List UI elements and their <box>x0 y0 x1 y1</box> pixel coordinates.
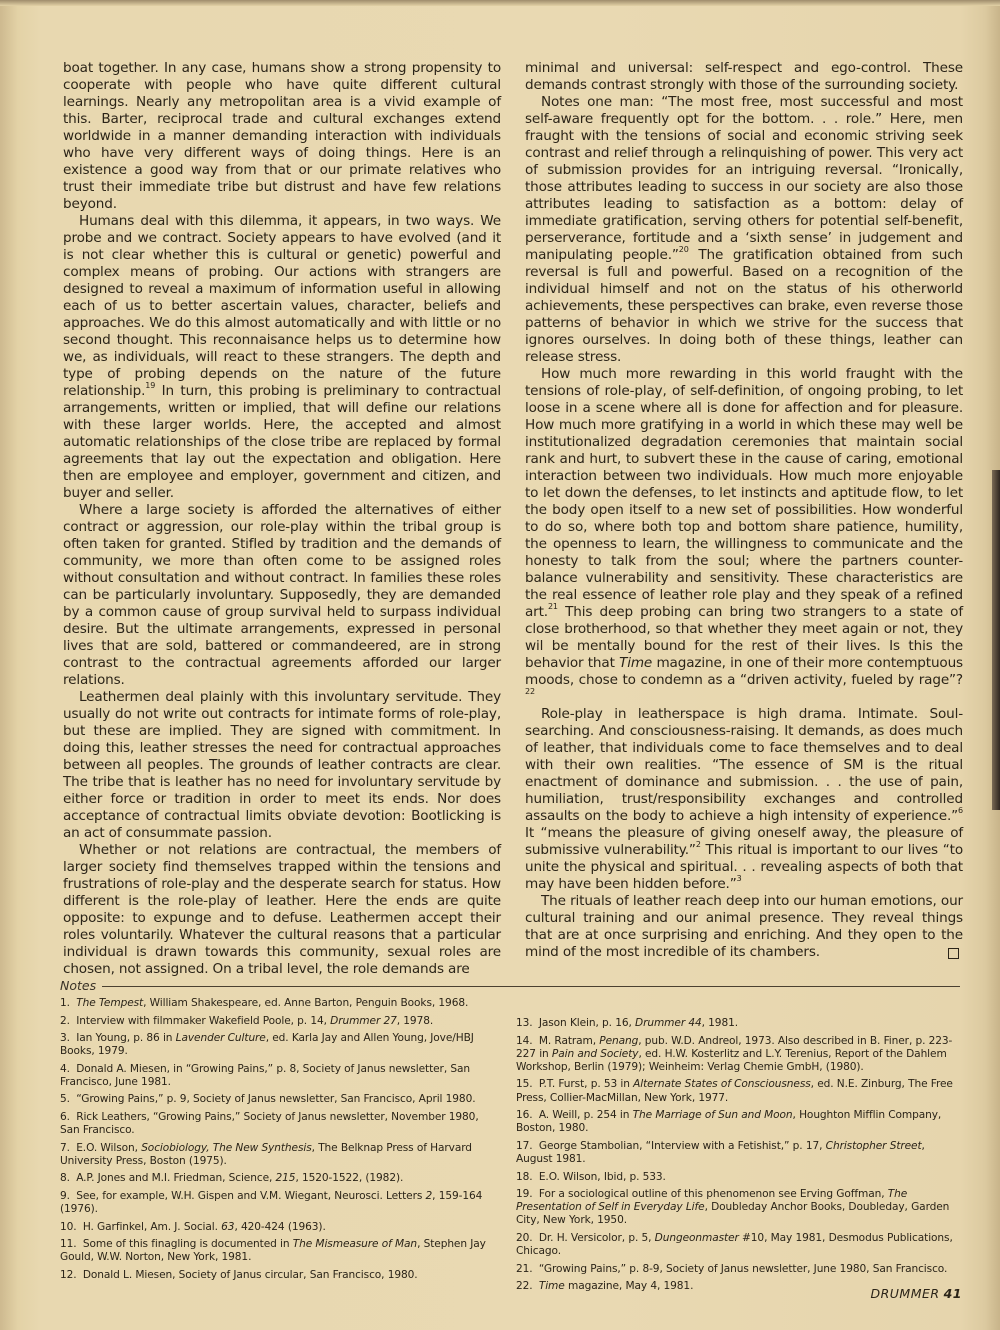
footnote-ref: 19 <box>145 381 156 390</box>
footnote: 4. Donald A. Miesen, in “Growing Pains,” p. 8, Society of Janus newsletter, San Francisco, June 1981. <box>60 1062 470 1088</box>
footnote: 3. Ian Young, p. 86 in Lavender Culture, ed. Karla Jay and Allen Young, Jove/HBJ Books, 1979. <box>60 1032 474 1058</box>
footnote: 18. E.O. Wilson, Ibid, p. 533. <box>516 1170 666 1183</box>
page-binding-shadow <box>992 470 1000 810</box>
footnote-ref: 3 <box>736 874 742 883</box>
paragraph: How much more rewarding in this world fraught with the tensions of role-play, of self-definition, of ongoing probing, to let loose in a scene where all is done for affection and for pleasure. How much more gratifying in a world in which these may well be institutionalized degradation ceremonies that maintain social rank and hurt, to subvert these in the cause of caring, emotional interaction between two individuals. How much more enjoyable to let down the defenses, to let instincts and aptitude flow, to let the body open itself to a new set of possibilities. How wonderful to do so, where both top and bottom share patience, humility, the openness to learn, the willingness to communicate and the honesty to talk from the soul; where the partners counter-balance vulnerability and sensitivity. These characteristics are the real essence of leather role play and they speak of a refined art.$^{21}$ This deep probing can bring two strangers to a state of close brotherhood, so that whether they meet again or not, they wil be mentally bound for the rest of their lives. Is this the behavior that Time magazine, in one of their more contemptuous moods, chose to condemn as a “driven activity, fueled by rage”?$^{22}$ <box>525 366 963 696</box>
footnote: 7. E.O. Wilson, Sociobiology, The New Synthesis, The Belknap Press of Harvard University Press, Boston (1975). <box>60 1141 472 1167</box>
footnote: 11. Some of this finagling is documented in The Mismeasure of Man, Stephen Jay Gould, W.W. Norton, New York, 1981. <box>60 1238 486 1264</box>
footnote-ref: 20 <box>678 245 689 254</box>
footnote: 6. Rick Leathers, “Growing Pains,” Society of Janus newsletter, November 1980, San Francisco. <box>60 1110 479 1137</box>
paragraph: boat together. In any case, humans show a strong propensity to cooperate with people who have quite different cultural learnings. Nearly any metropolitan area is a vivid example of this. Barter, reciprocal trade and cultural exchanges extend worldwide in a manner demanding interaction with individuals who have very different ways of doing things. Here is an existence a good way from that or our primate relatives who trust their immediate tribe but distrust and have few relations beyond. <box>63 60 501 212</box>
footnote-ref: 21 <box>547 602 558 611</box>
notes-heading: Notes <box>60 978 960 993</box>
footnote: 9. See, for example, W.H. Gispen and V.M. Wiegant, Neurosci. Letters 2, 159-164 (1976). <box>60 1189 483 1216</box>
footnote: 8. A.P. Jones and M.I. Friedman, Science, 215, 1520-1522, (1982). <box>60 1172 404 1185</box>
footnote: 1. The Tempest, William Shakespeare, ed. Anne Barton, Penguin Books, 1968. <box>60 997 469 1009</box>
paragraph: Whether or not relations are contractual, the members of larger society find themselves trapped within the tensions and frustrations of role-play and the desperate search for status. How different is the role-play of leather. Here the ends are quite opposite: to expunge and to defuse. Leathermen accept their roles voluntarily. Whatever the cultural reasons that a particular individual is drawn towards this community, sexual roles are chosen, not assigned. On a tribal level, the role demands are <box>63 842 501 977</box>
article-column-left <box>63 60 501 978</box>
footnote: 13. Jason Klein, p. 16, Drummer 44, 1981. <box>516 1017 738 1029</box>
paragraph: minimal and universal: self-respect and ego-control. These demands contrast strongly with those of the surrounding society. <box>525 60 963 93</box>
footnote: 5. “Growing Pains,” p. 9, Society of Janus newsletter, San Francisco, April 1980. <box>60 1093 476 1106</box>
footnote: 20. Dr. H. Versicolor, p. 5, Dungeonmaster #10, May 1981, Desmodus Publications, Chicago. <box>516 1231 953 1258</box>
footnote: 22. Time magazine, May 4, 1981. <box>516 1280 694 1293</box>
footnote-ref: 22 <box>525 687 535 696</box>
notes-column-left <box>60 997 500 1286</box>
footnote: 15. P.T. Furst, p. 53 in Alternate States of Consciousness, ed. N.E. Zinburg, The Free Press, Collier-MacMillan, New York, 1977. <box>516 1078 953 1104</box>
footnote: 16. A. Weill, p. 254 in The Marriage of Sun and Moon, Houghton Mifflin Company, Boston, 1980. <box>516 1109 942 1135</box>
article-column-right <box>525 60 963 961</box>
end-box-icon <box>948 948 959 959</box>
paragraph: Role-play in leatherspace is high drama. Intimate. Soul-searching. And consciousness-raising. It demands, as does much of leather, that individuals come to face themselves and to deal with their own realities. “The essence of SM is the ritual enactment of dominance and submission. . . the use of pain, humiliation, trust/responsibility exchanges and controlled assaults on the body to achieve a high intensity of experience.”$^6$ It “means the pleasure of giving oneself away, the pleasure of submissive vulnerability.”$^2$ This ritual is important to our lives “to unite the physical and spiritual. . . revealing aspects of both that may have been hidden before.”$^3$ <box>525 706 963 892</box>
footnote: 2. Interview with filmmaker Wakefield Poole, p. 14, Drummer 27, 1978. <box>60 1014 434 1027</box>
paragraph: The rituals of leather reach deep into our human emotions, our cultural training and our animal presence. They reveal things that are at once surprising and enriching. And they open to the mind of the most incredible of its chambers. <box>525 893 963 960</box>
footnote: 10. H. Garfinkel, Am. J. Social. 63, 420-424 (1963). <box>60 1220 326 1233</box>
footnote: 14. M. Ratram, Penang, pub. W.D. Andreol, 1973. Also described in B. Finer, p. 223-227 in Pain and Society, ed. H.W. Kosterlitz and L.Y. Terenius, Report of the Dahlem Workshop, Berlin (1979); Weinheim: Verlag Chemie GmbH, (1980). <box>516 1034 953 1073</box>
footnote: 17. George Stambolian, “Interview with a Fetishist,” p. 17, Christopher Street, August 1981. <box>516 1139 925 1166</box>
paragraph: Where a large society is afforded the alternatives of either contract or aggression, our role-play within the tribal group is often taken for granted. Stifled by tradition and the demands of community, we more than often come to be assigned roles without consultation and without contract. In families these roles can be particularly involuntary. Supposedly, they are demanded by a common cause of group survival held to surpass individual desire. But the ultimate arrangements, expressed in personal lives that are sold, battered or commandeered, are in strong contrast to the contractual agreements afforded our larger relations. <box>63 502 501 688</box>
paragraph: Notes one man: “The most free, most successful and most self-aware frequently opt for the bottom. . . role.” Here, men fraught with the tensions of social and economic striving seek contrast and relief through a relinquishing of power. This very act of submission provides for an intriguing reversal. “Ironically, those attributes leading to success in our society are also those attributes leading to satisfaction as a bottom: delay of immediate gratification, serving others for potential self-benefit, perserverance, fortitude and a ‘sixth sense’ in judgement and manipulating people.”$^{20}$ The gratification obtained from such reversal is full and powerful. Based on a recognition of the individual himself and not on the status of his otherworld achievements, these perspectives can brake, even reverse those patterns of behavior in which we strive for the success that ignores ourselves. In doing both of these things, leather can release stress. <box>525 94 964 365</box>
footnote-ref: 6 <box>958 806 963 815</box>
page-folio: DRUMMER 41 <box>870 1286 962 1301</box>
notes-column-right <box>516 1017 960 1298</box>
footnote: 12. Donald L. Miesen, Society of Janus circular, San Francisco, 1980. <box>60 1268 418 1281</box>
paragraph: Leathermen deal plainly with this involuntary servitude. They usually do not write out contracts for intimate forms of role-play, but these are implied. They are signed with commitment. In doing this, leather stresses the need for contractual approaches between all peoples. The grounds of leather contracts are clear. The tribe that is leather has no need for involuntary servitude by either force or tradition in order to meet its ends. Nor does acceptance of contractual limits obviate devotion: Bootlicking is an act of consummate passion. <box>63 689 501 841</box>
footnote-ref: 2 <box>695 840 701 849</box>
notes-section <box>60 978 960 1293</box>
page-top-edge <box>0 0 1000 6</box>
notes-rule <box>102 986 960 987</box>
footnote: 19. For a sociological outline of this phenomenon see Erving Goffman, The Presentation of Self in Everyday Life, Doubleday Anchor Books, Doubleday, Garden City, New York, 1950. <box>516 1188 950 1227</box>
footnote: 21. “Growing Pains,” p. 8-9, Society of Janus newsletter, June 1980, San Francisco. <box>516 1262 948 1275</box>
paragraph: Humans deal with this dilemma, it appears, in two ways. We probe and we contract. Society appears to have evolved (and it is not clear whether this is cultural or genetic) powerful and complex means of probing. Our actions with strangers are designed to reveal a maximum of information useful in allowing each of us to better ascertain values, character, beliefs and approaches. We do this almost automatically and with little or no second thought. This reconnaisance helps us to determine how we, as individuals, will react to these strangers. The depth and type of probing depends on the nature of the future relationship.$^{19}$ In turn, this probing is preliminary to contractual arrangements, written or implied, that will define our relations with these larger worlds. Here, the accepted and almost automatic relationships of the close tribe are replaced by formal agreements that lay out the expectation and obligation. Here then are employee and employer, government and citizen, and buyer and seller. <box>63 213 501 501</box>
